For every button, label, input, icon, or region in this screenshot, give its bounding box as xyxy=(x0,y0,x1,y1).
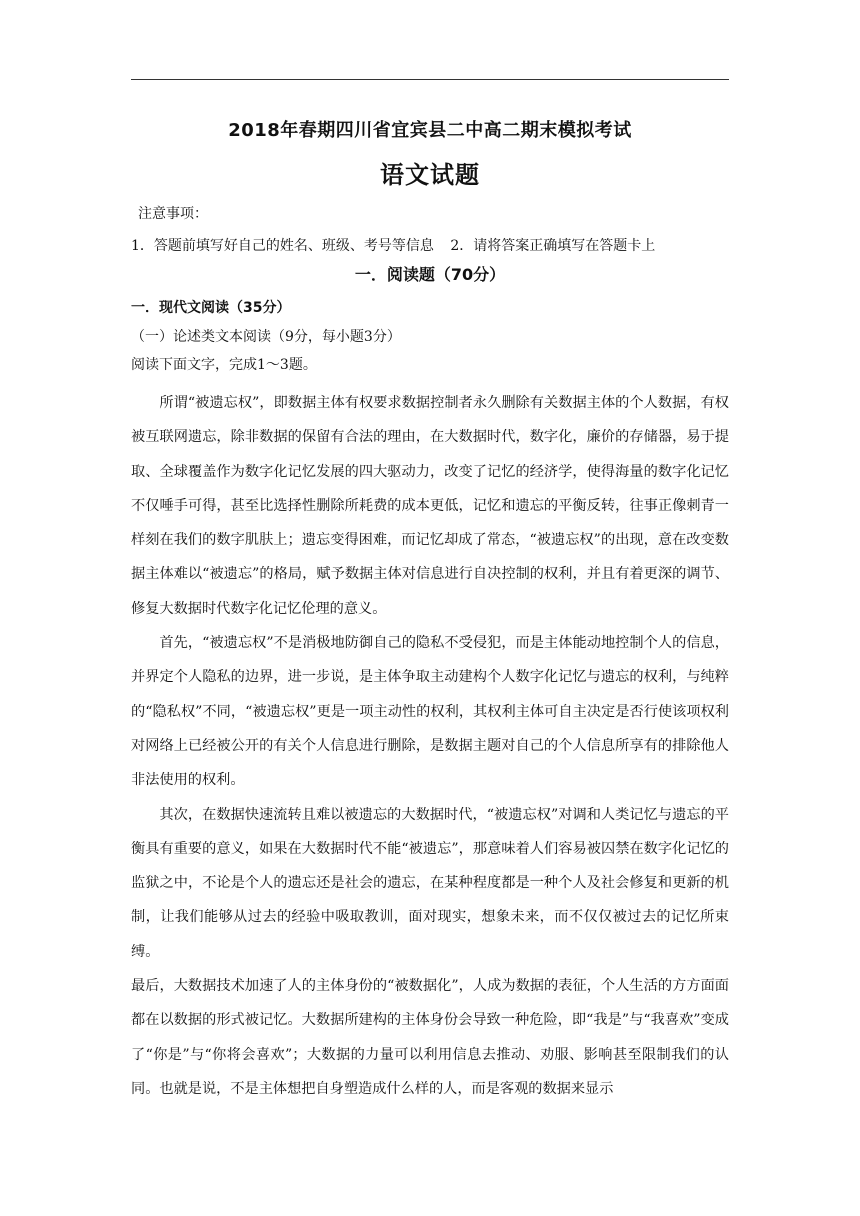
document-page xyxy=(131,0,729,1216)
notice-item-2: 2．请将答案正确填写在答题卡上 xyxy=(450,238,656,254)
passage-paragraph-1: 所谓“被遗忘权”，即数据主体有权要求数据控制者永久删除有关数据主体的个人数据，有权被互联网遗忘，除非数据的保留有合法的理由，在大数据时代，数字化，廉价的存储器，易于提取、全球覆盖作为数字化记忆发展的四大驱动力，改变了记忆的经济学，使得海量的数字化记忆不仅唾手可得，甚至比选择性删除所耗费的成本更低，记忆和遗忘的平衡反转，往事正像刺青一样刻在我们的数字肌肤上；遗忘变得困难，而记忆却成了常态，“被遗忘权”的出现，意在改变数据主体难以“被遗忘”的格局，赋予数据主体对信息进行自决控制的权利，并且有着更深的调节、修复大数据时代数字化记忆伦理的意义。 xyxy=(131,395,729,617)
part-title: 一．现代文阅读（35分） xyxy=(131,300,291,316)
sub-part-title: （一）论述类文本阅读（9分，每小题3分） xyxy=(131,329,401,345)
notice-item-1: 1．答题前填写好自己的姓名、班级、考号等信息 xyxy=(131,238,434,254)
reading-passage xyxy=(131,386,729,1106)
header-rule xyxy=(131,79,729,80)
passage-paragraph-2: 首先，“被遗忘权”不是消极地防御自己的隐私不受侵犯，而是主体能动地控制个人的信息，并界定个人隐私的边界，进一步说，是主体争取主动建构个人数字化记忆与遗忘的权利，与纯粹的“隐私权”不同，“被遗忘权”更是一项主动性的权利，其权利主体可自主决定是否行使该项权利对网络上已经被公开的有关个人信息进行删除，是数据主题对自己的个人信息所享有的排除他人非法使用的权利。 xyxy=(131,635,729,789)
reading-instruction: 阅读下面文字，完成1～3题。 xyxy=(131,357,317,373)
section-title: 一．阅读题（70分） xyxy=(354,265,506,284)
subject-title: 语文试题 xyxy=(380,161,480,189)
notice-items xyxy=(131,235,729,255)
notice-heading: 注意事项： xyxy=(138,206,208,222)
passage-paragraph-3: 其次，在数据快速流转且难以被遗忘的大数据时代，“被遗忘权”对调和人类记忆与遗忘的平衡具有重要的意义，如果在大数据时代不能“被遗忘”，那意味着人们容易被囚禁在数字化记忆的监狱之中，不论是个人的遗忘还是社会的遗忘，在某种程度都是一种个人及社会修复和更新的机制，让我们能够从过去的经验中吸取教训，面对现实，想象未来，而不仅仅被过去的记忆所束缚。 xyxy=(131,806,729,960)
exam-title: 2018年春期四川省宜宾县二中高二期末模拟考试 xyxy=(228,120,632,141)
passage-paragraph-4: 最后，大数据技术加速了人的主体身份的“被数据化”，人成为数据的表征，个人生活的方方面面都在以数据的形式被记忆。大数据所建构的主体身份会导致一种危险，即“我是”与“我喜欢”变成了“你是”与“你将会喜欢”；大数据的力量可以利用信息去推动、劝服、影响甚至限制我们的认同。也就是说，不是主体想把自身塑造成什么样的人，而是客观的数据来显示 xyxy=(131,978,729,1097)
